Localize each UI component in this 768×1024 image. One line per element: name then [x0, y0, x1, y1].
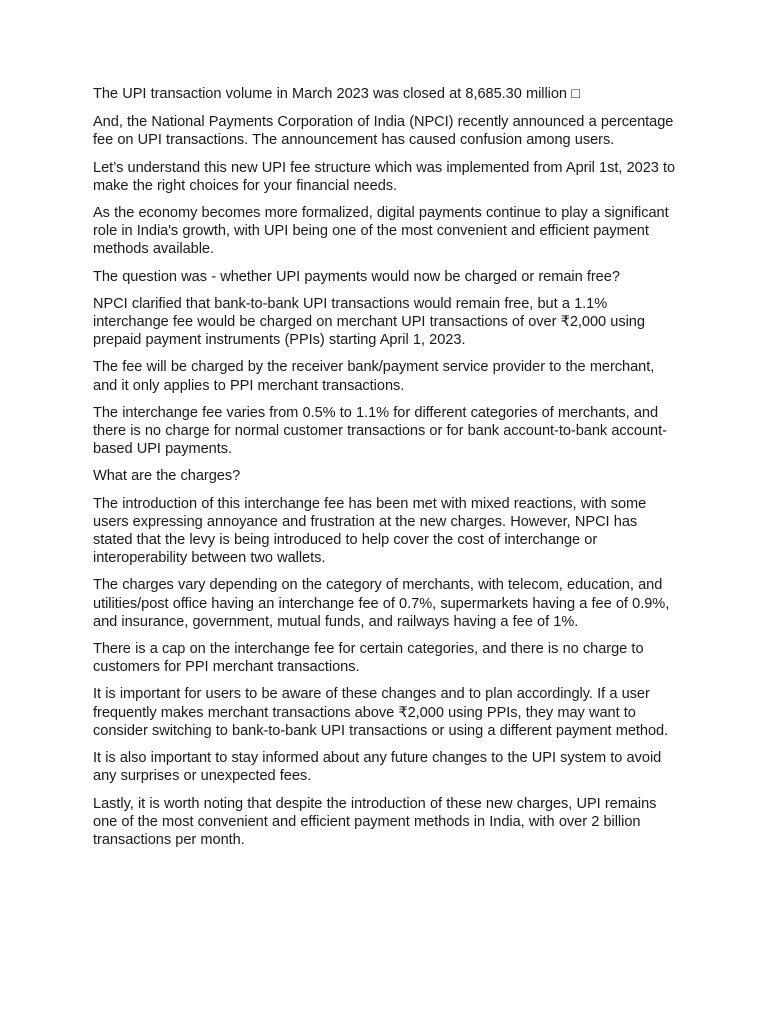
paragraph: The charges vary depending on the category of merchants, with telecom, education, and utilities/post office having an interchange fee of 0.7%, supermarkets having a fee of 0.9%, and insurance, government, mutual funds, and railways having a fee of 1%.: [93, 577, 670, 630]
paragraph: And, the National Payments Corporation of India (NPCI) recently announced a percentage fee on UPI transactions. The announcement has caused confusion among users.: [93, 114, 674, 149]
paragraph: Let’s understand this new UPI fee structure which was implemented from April 1st, 2023 to make the right choices for your financial needs.: [93, 159, 676, 194]
section-heading: What are the charges?: [93, 468, 241, 485]
paragraph: The fee will be charged by the receiver bank/payment service provider to the merchant, and it only applies to PPI merchant transactions.: [93, 359, 655, 394]
paragraph: Lastly, it is worth noting that despite the introduction of these new charges, UPI remains one of the most convenient and efficient payment methods in India, with over 2 billion transactions per month.: [93, 795, 657, 848]
paragraph: NPCI clarified that bank-to-bank UPI transactions would remain free, but a 1.1% interchange fee would be charged on merchant UPI transactions of over ₹2,000 using prepaid payment instruments (PPIs) starting April 1, 2023.: [93, 295, 645, 349]
paragraph: It is also important to stay informed about any future changes to the UPI system to avoid any surprises or unexpected fees.: [93, 750, 662, 785]
paragraph: The question was - whether UPI payments would now be charged or remain free?: [93, 268, 620, 285]
paragraph: There is a cap on the interchange fee for certain categories, and there is no charge to customers for PPI merchant transactions.: [93, 641, 644, 676]
paragraph: As the economy becomes more formalized, digital payments continue to play a significant role in India's growth, with UPI being one of the most convenient and efficient payment methods available.: [93, 205, 669, 258]
paragraph: It is important for users to be aware of these changes and to plan accordingly. If a user frequently makes merchant transactions above ₹2,000 using PPIs, they may want to consider switching to bank-to-bank UPI transactions or using a different payment method.: [93, 686, 669, 739]
paragraph: The interchange fee varies from 0.5% to 1.1% for different categories of merchants, and there is no charge for normal customer transactions or for bank account-to-bank account-based UPI payments.: [93, 404, 667, 458]
document-body: [93, 85, 678, 858]
paragraph: The UPI transaction volume in March 2023 was closed at 8,685.30 million □: [93, 86, 580, 102]
paragraph: The introduction of this interchange fee has been met with mixed reactions, with some users expressing annoyance and frustration at the new charges. However, NPCI has stated that the levy is being introduced to help cover the cost of interchange or interoperability between two wallets.: [93, 495, 647, 567]
